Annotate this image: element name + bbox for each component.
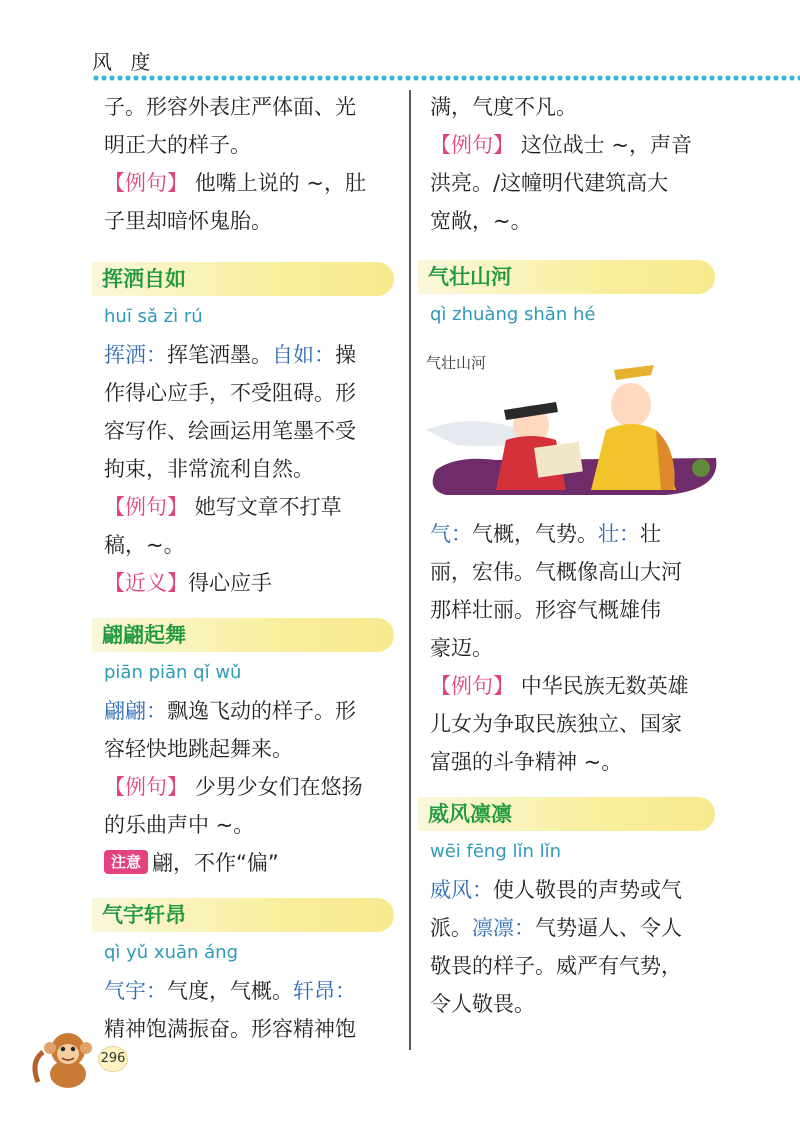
example-line: 的乐曲声中 ~。: [104, 813, 255, 837]
definition-line: 派。凛凛：气势逼人、令人: [430, 916, 682, 940]
left-column: [104, 88, 394, 1048]
definition-line: 作得心应手，不受阻碍。形: [104, 381, 356, 405]
entry-pinyin: wēi fēng lǐn lǐn: [430, 841, 562, 862]
example-line: 子里却暗怀鬼胎。: [104, 209, 272, 233]
synonym-label: 【近义】: [104, 571, 188, 595]
example-line: 宽敞，~。: [430, 209, 532, 233]
continuation-line: 子。形容外表庄严体面、光: [104, 95, 356, 119]
definition-line: 气宇：气度，气概。轩昂：: [104, 979, 356, 1003]
example-line: 富强的斗争精神 ~。: [430, 750, 623, 774]
example-line: [104, 164, 394, 202]
column-divider: [409, 90, 411, 1050]
definition-line: 豪迈。: [430, 636, 493, 660]
example-line: 【例句】 她写文章不打草: [104, 495, 342, 519]
entry-headword: 气宇轩昂: [92, 898, 394, 932]
example-label: 【例句】: [104, 495, 188, 519]
right-column: [426, 88, 715, 1023]
term-label: 凛凛：: [472, 916, 535, 940]
entry-pinyin: piān piān qǐ wǔ: [104, 662, 242, 683]
monkey-mascot-icon: [28, 1022, 108, 1094]
definition-line: 那样壮丽。形容气概雄伟: [430, 598, 661, 622]
entry-headword: 挥洒自如: [92, 262, 394, 296]
definition-line: 容写作、绘画运用笔墨不受: [104, 419, 356, 443]
continuation-line: 明正大的样子。: [104, 133, 251, 157]
definition-line: 容轻快地跳起舞来。: [104, 737, 293, 761]
entry-headword: 翩翩起舞: [92, 618, 394, 652]
entry-headword: 威风凛凛: [418, 797, 715, 831]
illustration-emperor-and-official: [416, 340, 726, 505]
definition-line: 挥洒：挥笔洒墨。自如：操: [104, 343, 356, 367]
entry-pinyin: huī sǎ zì rú: [104, 306, 203, 327]
header-dotted-rule: [92, 74, 800, 82]
term-label: 翩翩：: [104, 699, 167, 723]
entry-pinyin: qì yǔ xuān áng: [104, 942, 239, 963]
term-label: 挥洒：: [104, 343, 167, 367]
term-label: 轩昂：: [293, 979, 356, 1003]
header-title: 风 度: [92, 50, 157, 74]
note-line: 注意 翩，不作“偏”: [104, 844, 394, 882]
example-line: 【例句】 中华民族无数英雄: [430, 674, 689, 698]
definition-line: 精神饱满振奋。形容精神饱: [104, 1017, 356, 1041]
example-line: 洪亮。/这幢明代建筑高大: [430, 171, 669, 195]
example-text: 他嘴上说的 ~，肚: [194, 171, 366, 195]
definition-line: 令人敬畏。: [430, 992, 535, 1016]
illustration-caption: 气壮山河: [426, 354, 487, 372]
definition-line: 敬畏的样子。威严有气势，: [430, 954, 682, 978]
example-line: 【例句】 少男少女们在悠扬: [104, 775, 363, 799]
example-label: 【例句】: [104, 171, 188, 195]
definition-line: 气：气概，气势。壮：壮: [430, 522, 661, 546]
definition-line: 翩翩：飘逸飞动的样子。形: [104, 699, 356, 723]
term-label: 自如：: [272, 343, 335, 367]
entry-pinyin: qì zhuàng shān hé: [430, 304, 596, 325]
synonym-line: 【近义】得心应手: [104, 571, 272, 595]
definition-line: 威风：使人敬畏的声势或气: [430, 878, 682, 902]
page-number: 296: [98, 1046, 128, 1072]
continuation-line: 满，气度不凡。: [430, 95, 577, 119]
example-label: 【例句】: [430, 674, 514, 698]
definition-line: 拘束，非常流利自然。: [104, 457, 314, 481]
note-badge: 注意: [104, 850, 148, 874]
term-label: 气：: [430, 522, 472, 546]
example-line: 稿，~。: [104, 533, 185, 557]
example-line: 【例句】 这位战士 ~，声音: [430, 133, 692, 157]
definition-line: 丽，宏伟。气概像高山大河: [430, 560, 682, 584]
example-line: 儿女为争取民族独立、国家: [430, 712, 682, 736]
term-label: 威风：: [430, 878, 493, 902]
example-label: 【例句】: [430, 133, 514, 157]
entry-headword: 气壮山河: [418, 260, 715, 294]
term-label: 壮：: [598, 522, 640, 546]
term-label: 气宇：: [104, 979, 167, 1003]
example-label: 【例句】: [104, 775, 188, 799]
